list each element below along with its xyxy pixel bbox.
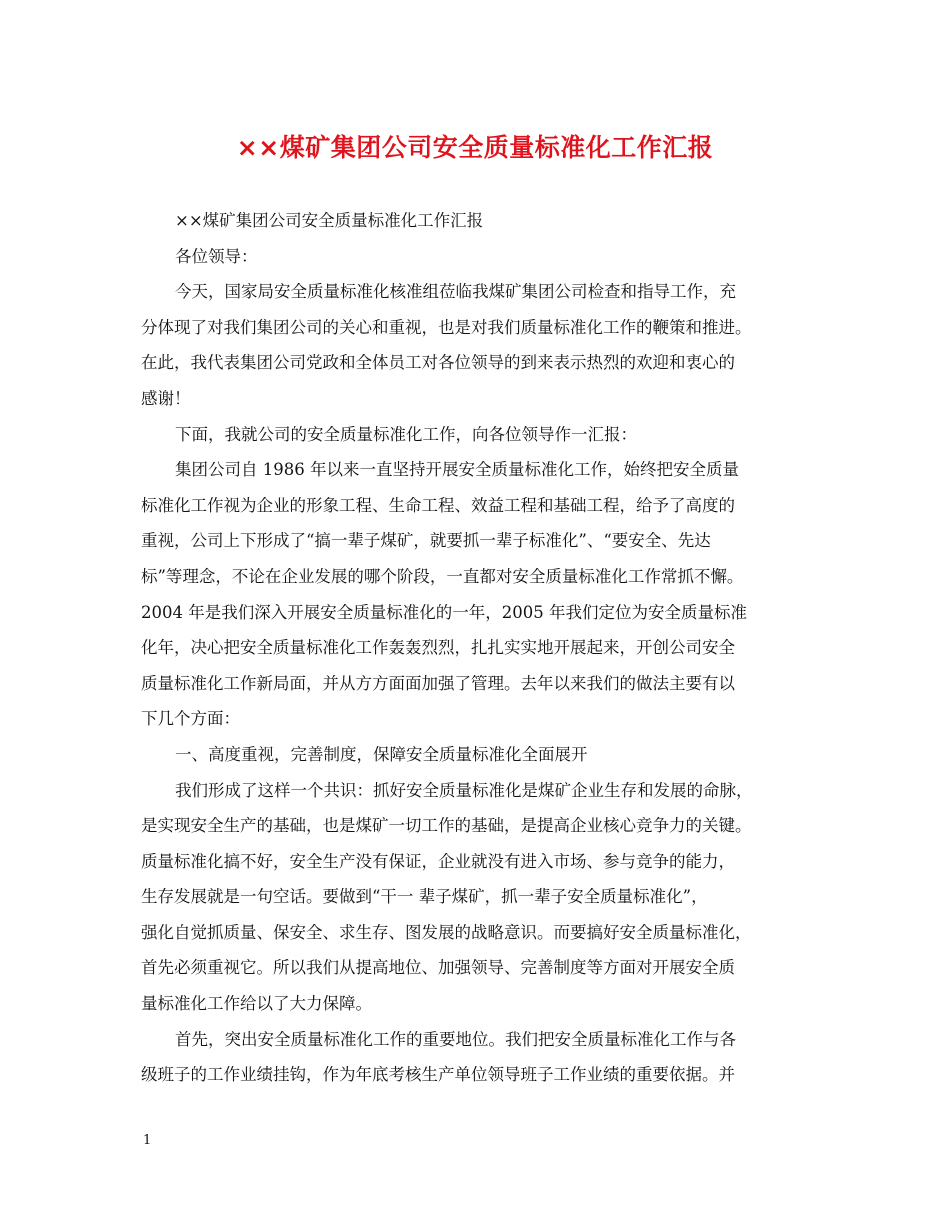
text-line: 强化自觉抓质量、保安全、求生存、图发展的战略意识。而要搞好安全质量标准化， [141,922,752,942]
text-line: 下几个方面： [141,709,240,729]
text-line: 下面，我就公司的安全质量标准化工作，向各位领导作一汇报： [175,424,637,444]
text-line: 标准化工作视为企业的形象工程、生命工程、效益工程和基础工程，给予了高度的 [141,495,735,515]
text-line: 我们形成了这样一个共识：抓好安全质量标准化是煤矿企业生存和发展的命脉， [175,780,753,800]
text-line: 生存发展就是一句空话。要做到“干一 辈子煤矿，抓一辈子安全质量标准化”， [141,887,708,907]
page-number: 1 [143,1133,152,1148]
text-line: 一、高度重视，完善制度，保障安全质量标准化全面展开 [175,744,588,764]
text-line: 2004 年是我们深入开展安全质量标准化的一年，2005 年我们定位为安全质量标准 [141,602,747,622]
text-line: 在此，我代表集团公司党政和全体员工对各位领导的到来表示热烈的欢迎和衷心的 [141,353,735,373]
text-line: 质量标准化工作新局面，并从方方面面加强了管理。去年以来我们的做法主要有以 [141,673,735,693]
text-line: 标”等理念，不论在企业发展的哪个阶段，一直都对安全质量标准化工作常抓不懈。 [141,566,744,586]
document-body [141,203,831,1093]
text-line: 化年，决心把安全质量标准化工作轰轰烈烈，扎扎实实地开展起来，开创公司安全 [141,638,735,658]
text-line: 首先必须重视它。所以我们从提高地位、加强领导、完善制度等方面对开展安全质 [141,958,735,978]
text-line: 各位领导： [175,246,258,266]
text-line: 首先，突出安全质量标准化工作的重要地位。我们把安全质量标准化工作与各 [175,1029,736,1049]
text-line: 量标准化工作给以了大力保障。 [141,994,372,1014]
document-title: ××煤矿集团公司安全质量标准化工作汇报 [236,133,714,162]
text-line: 分体现了对我们集团公司的关心和重视，也是对我们质量标准化工作的鞭策和推进。 [141,317,752,337]
text-line: 级班子的工作业绩挂钩，作为年底考核生产单位领导班子工作业绩的重要依据。并 [141,1065,735,1085]
text-line: 感谢！ [141,388,191,408]
text-line: 质量标准化搞不好，安全生产没有保证，企业就没有进入市场、参与竞争的能力， [141,851,735,871]
text-line: 集团公司自 1986 年以来一直坚持开展安全质量标准化工作，始终把安全质量 [175,460,739,480]
text-line: 重视，公司上下形成了“搞一辈子煤矿，就要抓一辈子标准化”、“要安全、先达 [141,531,711,551]
text-line: 是实现安全生产的基础，也是煤矿一切工作的基础，是提高企业核心竞争力的关键。 [141,816,752,836]
text-line: 今天，国家局安全质量标准化核准组莅临我煤矿集团公司检查和指导工作，充 [175,282,736,302]
text-line: ××煤矿集团公司安全质量标准化工作汇报 [175,211,484,230]
